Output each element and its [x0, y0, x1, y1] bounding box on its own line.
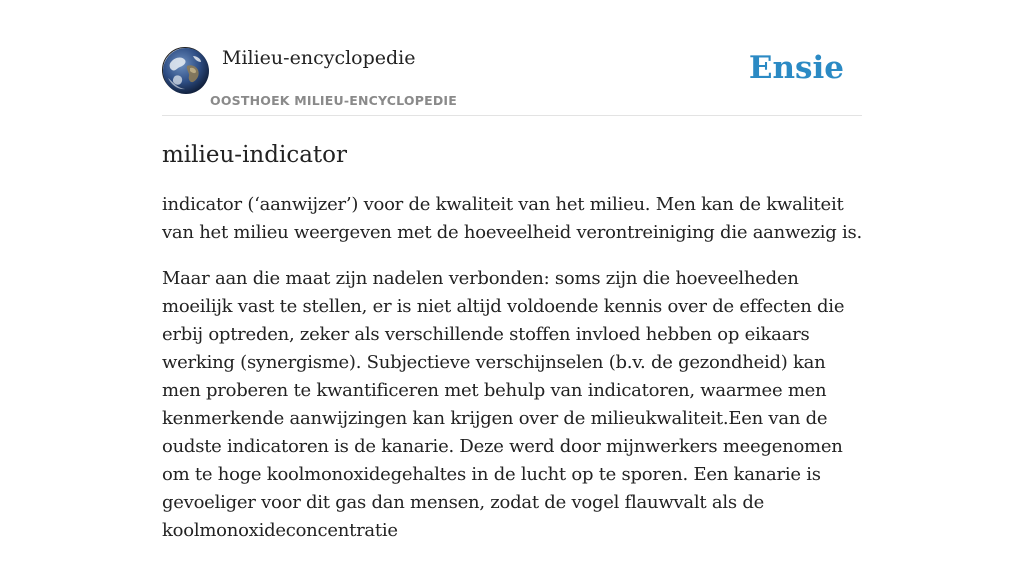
site-title[interactable]: Milieu-encyclopedie	[222, 47, 416, 69]
earth-globe-icon[interactable]	[162, 47, 208, 93]
article-title: milieu-indicator	[162, 142, 347, 168]
article-paragraph-2: Maar aan die maat zijn nadelen verbonden: soms zijn die hoeveelheden moeilijk vast te stellen, er is niet altijd voldoende kennis over de effecten die erbij optreden, zeker als verschillende stoffen invloed hebben op eikaars werking (synergisme). Subjectieve verschijnselen (b.v. de gezondheid) kan men proberen te kwantificeren met behulp van indicatoren, waarmee men kenmerkende aanwijzingen kan krijgen over de milieukwaliteit.Een van de oudste indicatoren is de kanarie. Deze werd door mijnwerkers meegenomen om te hoge koolmonoxidegehaltes in de lucht op te sporen. Een kanarie is gevoeliger voor dit gas dan mensen, zodat de vogel flauwvalt als de koolmonoxideconcentratie	[162, 268, 845, 541]
article	[162, 138, 862, 563]
site-header	[162, 36, 862, 116]
ensie-logo[interactable]: Ensie	[748, 50, 844, 86]
site-subtitle[interactable]: OOSTHOEK MILIEU-ENCYCLOPEDIE	[210, 93, 457, 108]
article-paragraph-1: indicator (‘aanwijzer’) voor de kwaliteit van het milieu. Men kan de kwaliteit van het milieu weergeven met de hoeveelheid verontreiniging die aanwezig is.	[162, 194, 863, 243]
